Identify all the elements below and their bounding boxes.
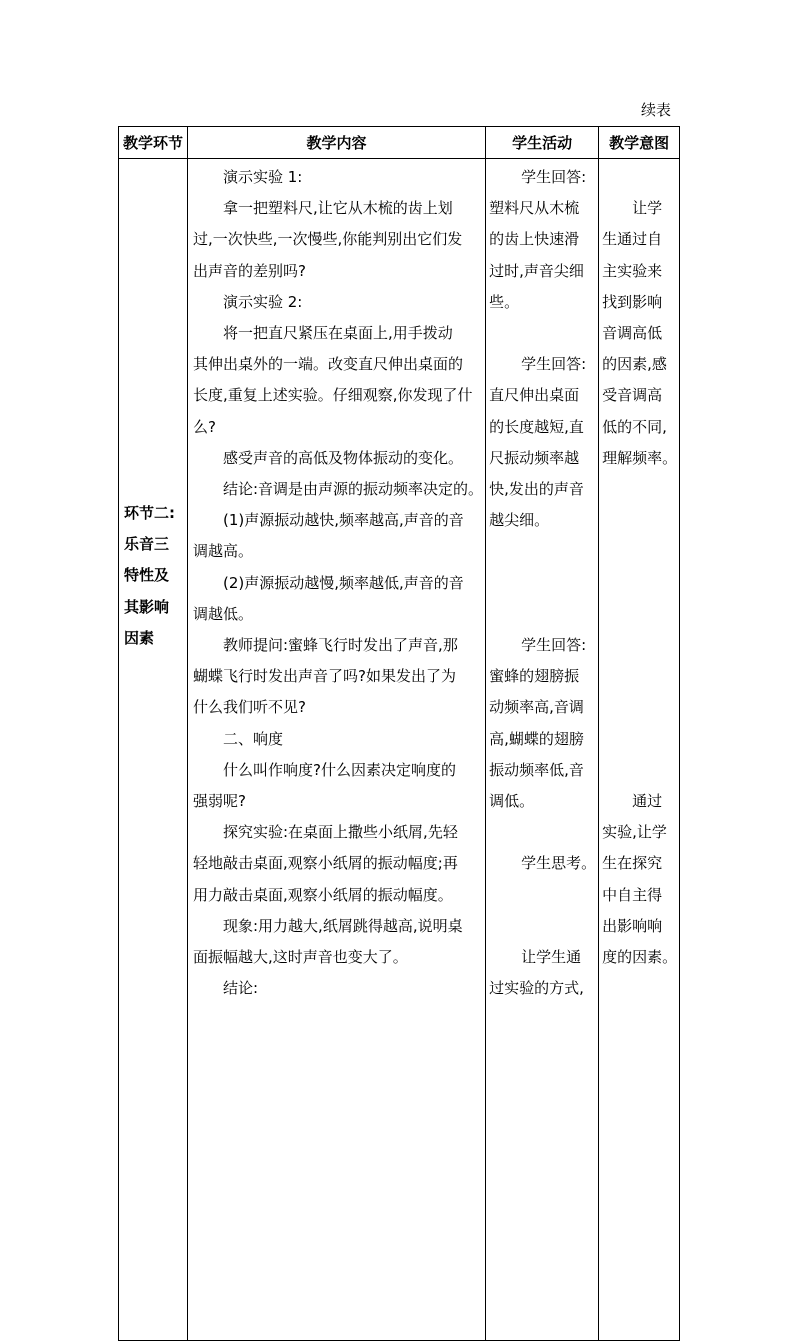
activity-line: 学生回答: <box>521 355 587 374</box>
content-line: 二、响度 <box>223 729 284 748</box>
intent-spacer <box>602 536 677 567</box>
intent-spacer <box>602 692 677 723</box>
content-line: 调越高。 <box>193 542 254 561</box>
content-line: (1)声源振动越快,频率越高,声音的音 <box>223 511 464 530</box>
activity-spacer <box>489 536 596 567</box>
content-line: 调越低。 <box>193 604 254 623</box>
intent-spacer <box>602 599 677 630</box>
activity-line: 蜜蜂的翅膀振 <box>489 667 580 686</box>
activity-line: 过实验的方式, <box>489 979 584 998</box>
intent-line: 中自主得 <box>602 885 663 904</box>
activity-spacer <box>489 911 596 942</box>
activity-line: 学生思考。 <box>521 854 597 873</box>
activity-line: 塑料尺从木梳 <box>489 199 580 218</box>
intent-line: 音调高低 <box>602 324 663 342</box>
activity-line: 振动频率低,音 <box>489 760 584 779</box>
activity-line: 的齿上快速滑 <box>489 230 580 249</box>
activity-spacer <box>489 599 596 630</box>
activity-line: 让学生通 <box>521 947 582 966</box>
content-line: 其伸出桌外的一端。改变直尺伸出桌面的 <box>193 355 464 374</box>
content-line: 感受声音的高低及物体振动的变化。 <box>223 448 464 467</box>
intent-line: 实验,让学 <box>602 823 667 842</box>
activity-line: 些。 <box>489 292 520 311</box>
content-cell <box>188 159 486 1341</box>
intent-line: 通过 <box>632 791 663 810</box>
content-line: 演示实验 1: <box>223 168 303 186</box>
stage-line: 特性及 <box>124 566 170 585</box>
lesson-plan-table <box>118 126 680 1341</box>
content-line: 强弱呢? <box>193 792 246 811</box>
activity-spacer <box>489 568 596 599</box>
activity-line: 越尖细。 <box>489 511 550 530</box>
content-line: 拿一把塑料尺,让它从木梳的齿上划 <box>223 199 453 218</box>
intent-line: 度的因素。 <box>602 947 678 966</box>
stage-cell <box>119 159 188 1341</box>
intent-line: 受音调高 <box>602 386 663 405</box>
content-line: 用力敲击桌面,观察小纸屑的振动幅度。 <box>193 885 453 904</box>
content-line: 面振幅越大,这时声音也变大了。 <box>193 948 408 967</box>
intent-line: 的因素,感 <box>602 355 667 374</box>
content-line: 么? <box>193 417 216 436</box>
intent-line: 生通过自 <box>602 230 663 249</box>
activity-line: 调低。 <box>489 792 535 810</box>
content-line: 结论: <box>223 979 259 998</box>
activity-spacer <box>489 817 596 848</box>
content-line: 长度,重复上述实验。仔细观察,你发现了什 <box>193 386 473 405</box>
intent-line: 找到影响 <box>602 292 663 311</box>
activity-line: 尺振动频率越 <box>489 448 580 467</box>
intent-spacer <box>602 162 677 193</box>
intent-spacer <box>602 755 677 786</box>
header-student-activity: 学生活动 <box>486 127 599 159</box>
content-line: 探究实验:在桌面上撒些小纸屑,先轻 <box>223 823 458 842</box>
activity-spacer <box>489 318 596 349</box>
intent-spacer <box>602 724 677 755</box>
intent-line: 生在探究 <box>602 854 663 873</box>
table-header-row <box>119 127 680 159</box>
activity-spacer <box>489 880 596 911</box>
intent-spacer <box>602 568 677 599</box>
activity-line: 过时,声音尖细 <box>489 261 584 280</box>
activity-line: 高,蝴蝶的翅膀 <box>489 729 584 748</box>
activity-cell <box>486 159 599 1341</box>
stage-line: 其影响 <box>124 597 170 616</box>
header-stage: 教学环节 <box>119 127 188 159</box>
content-line: 什么我们听不见? <box>193 698 306 717</box>
content-line: 现象:用力越大,纸屑跳得越高,说明桌 <box>223 916 463 935</box>
intent-line: 理解频率。 <box>602 448 678 467</box>
activity-line: 学生回答: <box>521 168 587 186</box>
content-line: 什么叫作响度?什么因素决定响度的 <box>223 760 456 779</box>
intent-spacer <box>602 630 677 661</box>
content-line: 将一把直尺紧压在桌面上,用手拨动 <box>223 324 453 343</box>
activity-line: 的长度越短,直 <box>489 417 584 436</box>
activity-line: 学生回答: <box>521 635 587 654</box>
activity-line: 直尺伸出桌面 <box>489 386 580 405</box>
header-content: 教学内容 <box>188 127 486 159</box>
intent-spacer <box>602 661 677 692</box>
content-line: 轻地敲击桌面,观察小纸屑的振动幅度;再 <box>193 854 458 873</box>
intent-line: 低的不同, <box>602 417 667 436</box>
intent-line: 出影响响 <box>602 916 663 935</box>
header-teaching-intent: 教学意图 <box>599 127 680 159</box>
content-line: 出声音的差别吗? <box>193 261 306 280</box>
intent-line: 让学 <box>632 199 663 218</box>
content-line: 过,一次快些,一次慢些,你能判别出它们发 <box>193 230 463 249</box>
content-line: 教师提问:蜜蜂飞行时发出了声音,那 <box>223 636 458 655</box>
activity-line: 动频率高,音调 <box>489 698 584 717</box>
intent-line: 主实验来 <box>602 261 663 280</box>
table-row <box>119 159 680 1341</box>
content-line: (2)声源振动越慢,频率越低,声音的音 <box>223 573 464 592</box>
activity-line: 快,发出的声音 <box>489 480 584 499</box>
content-line: 蝴蝶飞行时发出声音了吗?如果发出了为 <box>193 667 456 686</box>
intent-spacer <box>602 474 677 505</box>
stage-line: 因素 <box>124 628 155 647</box>
content-line: 演示实验 2: <box>223 292 303 311</box>
stage-line: 环节二: <box>124 504 175 522</box>
content-line: 结论:音调是由声源的振动频率决定的。 <box>223 480 484 499</box>
continued-label: 续表 <box>641 101 672 119</box>
intent-cell <box>599 159 680 1341</box>
stage-line: 乐音三 <box>124 535 170 554</box>
intent-spacer <box>602 505 677 536</box>
